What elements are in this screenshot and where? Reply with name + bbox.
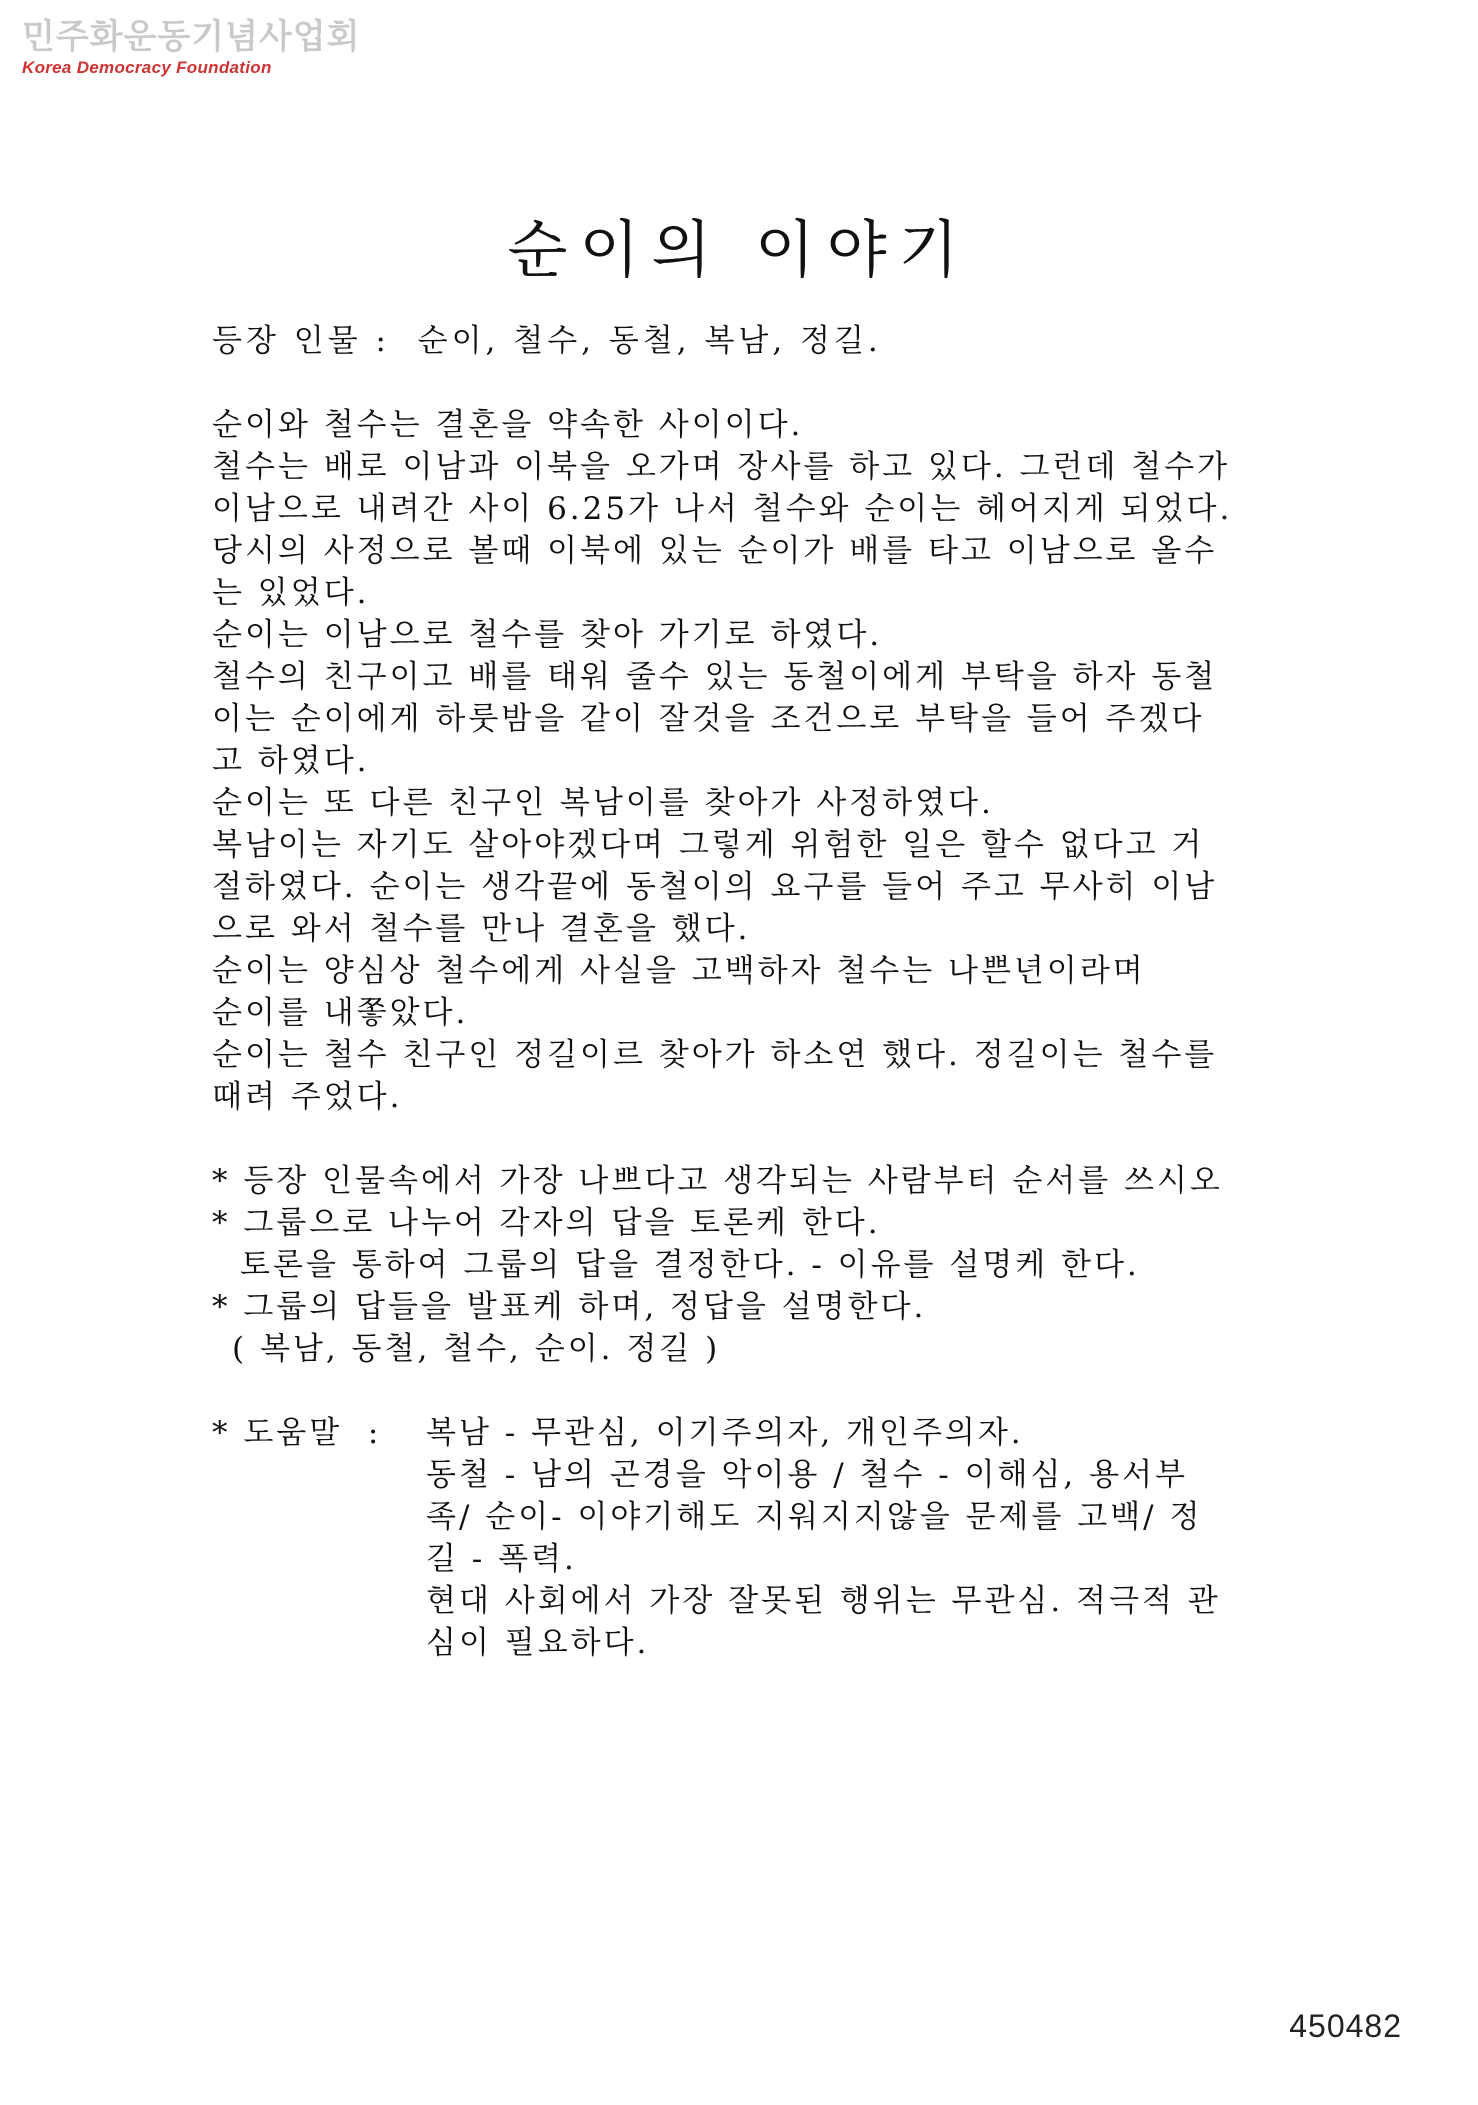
- instruction-item: * 그룹의 답들을 발표케 하며, 정답을 설명한다.: [212, 1289, 927, 1325]
- story-line: 순이와 철수는 결혼을 약속한 사이이다.: [212, 407, 804, 443]
- story-line: 으로 와서 철수를 만나 결혼을 했다.: [212, 911, 751, 947]
- instruction-item: * 그룹으로 나누어 각자의 답을 토론케 한다.: [212, 1205, 881, 1241]
- spacer: [212, 1118, 1292, 1160]
- help-body: [426, 1412, 1276, 1664]
- help-section: [212, 1412, 1292, 1664]
- watermark-korean: 민주화운동기념사업회: [22, 17, 361, 57]
- document-body: [212, 320, 1292, 1664]
- story-line: 고 하였다.: [212, 743, 370, 779]
- instructions-section: [212, 1160, 1292, 1370]
- story-line: 철수는 배로 이남과 이북을 오가며 장사를 하고 있다. 그런데 철수가: [212, 449, 1231, 485]
- help-label: * 도움말 :: [212, 1415, 382, 1451]
- story-line: 순이는 철수 친구인 정길이르 찾아가 하소연 했다. 정길이는 철수를: [212, 1037, 1218, 1073]
- story-line: 철수의 친구이고 배를 태워 줄수 있는 동철이에게 부탁을 하자 동철: [212, 659, 1218, 695]
- instruction-item: 토론을 통하여 그룹의 답을 결정한다. - 이유를 설명케 한다.: [240, 1247, 1140, 1283]
- story-line: 이는 순이에게 하룻밤을 같이 잘것을 조건으로 부탁을 들어 주겠다: [212, 701, 1205, 737]
- answer-order: ( 복남, 동철, 철수, 순이. 정길 ): [232, 1331, 721, 1367]
- story-line: 복남이는 자기도 살아야겠다며 그렇게 위험한 일은 할수 없다고 거: [212, 827, 1205, 863]
- watermark-english: Korea Democracy Foundation: [22, 58, 272, 77]
- story-line: 당시의 사정으로 볼때 이북에 있는 순이가 배를 타고 이남으로 올수: [212, 533, 1218, 569]
- help-line: 복남 - 무관심, 이기주의자, 개인주의자.: [426, 1415, 1024, 1451]
- help-line: 심이 필요하다.: [426, 1625, 650, 1661]
- cast-list: 등장 인물 : 순이, 철수, 동철, 복남, 정길.: [212, 323, 882, 359]
- story-line: 순이는 또 다른 친구인 복남이를 찾아가 사정하였다.: [212, 785, 994, 821]
- help-line: 길 - 폭력.: [426, 1541, 577, 1577]
- spacer: [212, 1370, 1292, 1412]
- document-number: 450482: [1289, 2008, 1402, 2044]
- story-line: 순이는 이남으로 철수를 찾아 가기로 하였다.: [212, 617, 883, 653]
- story-section: [212, 404, 1292, 1118]
- story-line: 때려 주었다.: [212, 1079, 403, 1115]
- help-line: 족/ 순이- 이야기해도 지워지지않을 문제를 고백/ 정: [426, 1499, 1203, 1535]
- story-line: 이남으로 내려간 사이 6.25가 나서 철수와 순이는 헤어지게 되었다.: [212, 491, 1233, 527]
- story-line: 순이는 양심상 철수에게 사실을 고백하자 철수는 나쁜년이라며: [212, 953, 1146, 989]
- help-line: 동철 - 남의 곤경을 악이용 / 철수 - 이해심, 용서부: [426, 1457, 1188, 1493]
- foundation-watermark: [22, 17, 361, 78]
- help-line: 현대 사회에서 가장 잘못된 행위는 무관심. 적극적 관: [426, 1583, 1221, 1619]
- instruction-item: * 등장 인물속에서 가장 나쁘다고 생각되는 사람부터 순서를 쓰시오: [212, 1163, 1223, 1199]
- spacer: [212, 362, 1292, 404]
- story-line: 절하였다. 순이는 생각끝에 동철이의 요구를 들어 주고 무사히 이남: [212, 869, 1218, 905]
- story-line: 순이를 내쫗았다.: [212, 995, 469, 1031]
- story-line: 는 있었다.: [212, 575, 370, 611]
- page-title: 순이의 이야기: [507, 213, 971, 286]
